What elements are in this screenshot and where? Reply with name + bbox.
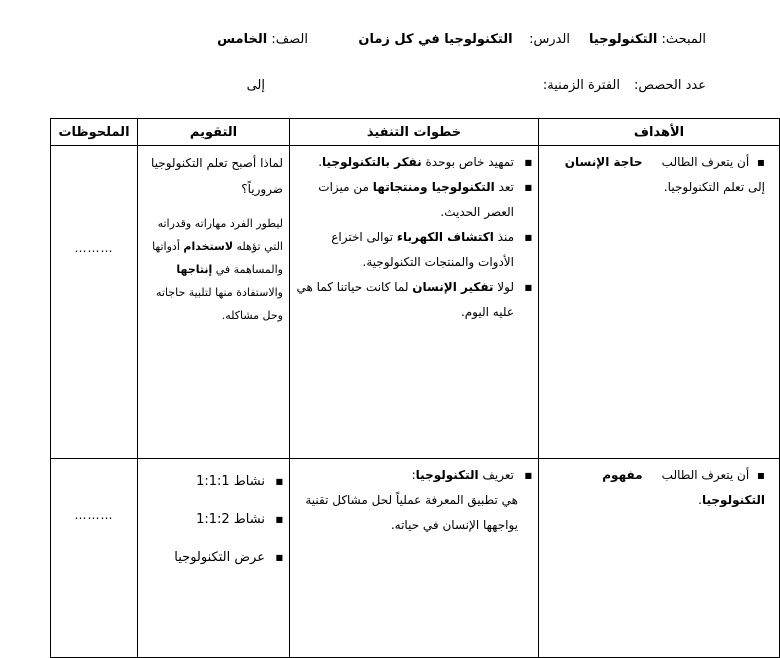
list-item: ■ نشاط 1:1:2 [144,501,269,539]
list-item: ■ تعد التكنولوجيا ومنتجاتها من ميزات العصر الحديث. [296,175,518,225]
activities-list [144,463,283,577]
subject-value: التكنولوجيا [589,32,658,47]
definition-text: هي تطبيق المعرفة عملياً لحل مشاكل تقنية يواجهها الإنسان في حياته. [305,493,518,532]
periods-field [634,78,706,93]
lesson-label: الدرس: [529,32,570,47]
table-header-row [51,119,780,146]
list-item: ■ لولا تفكير الإنسان لما كانت حياتنا كما هي عليه اليوم. [296,275,518,325]
notes-cell: ……… [51,459,138,658]
grade-field [217,32,308,47]
header-steps: خطوات التنفيذ [290,119,539,146]
grade-label: الصف: [271,32,308,47]
to-field [247,78,265,93]
goal-text: أن يتعرف الطالب [661,468,750,482]
goal-cell [539,146,780,459]
lesson-value: التكنولوجيا في كل زمان [358,32,513,47]
goal-keyword: حاجة الإنسان [564,155,643,169]
list-item: ■ عرض التكنولوجيا [144,539,269,577]
table-row [51,459,780,658]
subject-label: المبحث: [661,32,706,47]
table-row [51,146,780,459]
list-item: ■ منذ اكتشاف الكهرباء توالى اختراع الأدوات والمنتجات التكنولوجية. [296,225,518,275]
bullet-icon: ▪ [756,155,765,169]
evaluation-cell [138,459,290,658]
steps-cell [290,459,539,658]
list-item: ■ تعريف التكنولوجيا: [296,463,518,488]
goal-cell: ▪ أن يتعرف الطالب مفهوم التكنولوجيا. [539,459,780,658]
goal-text: أن يتعرف الطالب [661,155,750,169]
lesson-field [358,32,570,47]
goal-keyword: مفهوم التكنولوجيا [602,468,765,507]
timeframe-label: الفترة الزمنية: [542,78,620,93]
header-goals: الأهداف [539,119,780,146]
subject-field [589,32,706,47]
timeframe-field [543,78,620,93]
evaluation-cell [138,146,290,459]
to-label: إلى [246,78,265,93]
grade-value: الخامس [217,32,268,47]
evaluation-question: لماذا أصبح تعلم التكنولوجيا ضرورياً؟ [151,156,283,196]
goal-text: إلى تعلم التكنولوجيا. [663,180,765,194]
steps-list [296,150,532,325]
steps-cell [290,146,539,459]
bullet-icon: ▪ [756,468,765,482]
evaluation-answer: ليطور الفرد مهاراته وقدراته التي تؤهله لاستخدام أدواتها والمساهمة في إنتاجها والاستفادة منها لتلبية حاجاته وحل مشاكله. [152,217,283,322]
periods-label: عدد الحصص: [633,78,706,93]
steps-list [296,463,532,488]
notes-cell: ……… [51,146,138,459]
lesson-plan-table [50,118,780,658]
list-item: ■ تمهيد خاص بوحدة نفكر بالتكنولوجيا. [296,150,518,175]
header-evaluation: التقويم [138,119,290,146]
header-notes: الملحوظات [51,119,138,146]
list-item: ■ نشاط 1:1:1 [144,463,269,501]
